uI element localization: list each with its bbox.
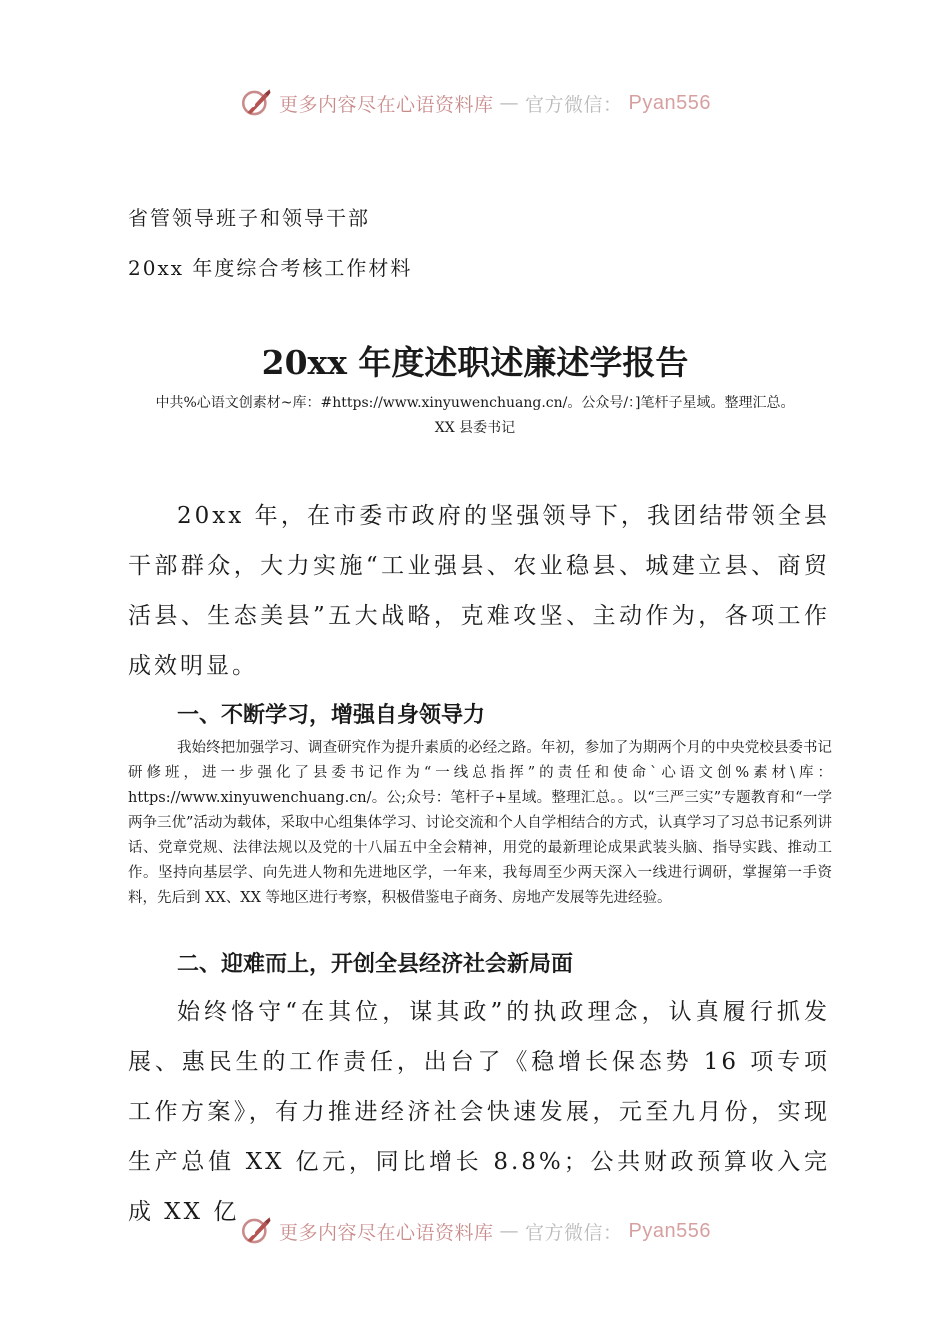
watermark-top (0, 83, 950, 123)
header-line-1: 省管领导班子和领导干部 (128, 206, 370, 230)
pen-logo-icon (239, 86, 273, 120)
section-2-body: 始终恪守“在其位，谋其政”的执政理念，认真履行抓发展、惠民生的工作责任，出台了《稳增长保态势 16 项专项工作方案》，有力推进经济社会快速发展，元至九月份，实现生产总值 XX 亿元，同比增长 8.8%；公共财政预算收入完成 XX 亿 (128, 999, 830, 1225)
author-line: XX 县委书记 (434, 420, 516, 436)
section-2-heading: 二、迎难而上，开创全县经济社会新局面 (177, 952, 574, 977)
watermark-main-text: 更多内容尽在心语资料库 (279, 1221, 494, 1244)
section-1-heading: 一、不断学习，增强自身领导力 (177, 703, 486, 728)
section-1-body: 我始终把加强学习、调查研究作为提升素质的必经之路。年初，参加了为期两个月的中央党校县委书记研修班，进一步强化了县委书记作为“一线总指挥”的责任和使命`心语文创%素材\库：https://www.xinyuwenchuang.cn/。公;众号：笔杆子+星域。整理汇总。。以“三严三实”专题教育和“一学两争三优”活动为载体，采取中心组集体学习、讨论交流和个人自学相结合的方式，认真学习了习总书记系列讲话、党章党规、法律法规以及党的十八届五中全会精神，用党的最新理论成果武装头脑、指导实践、推动工作。坚持向基层学、向先进人物和先进地区学，一年来，我每周至少两天深入一线进行调研，掌握第一手资料，先后到 XX、XX 等地区进行考察，积极借鉴电子商务、房地产发展等先进经验。 (128, 740, 832, 906)
pen-logo-icon (239, 1214, 273, 1248)
source-line: 中共%心语文创素材~库：#https://www.xinyuwenchuang.cn/。公众号/：]笔杆子星域。整理汇总。 (155, 395, 795, 411)
watermark-contact-label: 官方微信： (525, 93, 623, 116)
document-title: 20xx 年度述职述廉述学报告 (261, 343, 689, 382)
watermark-separator: — (499, 1220, 520, 1242)
intro-paragraph: 20xx 年，在市委市政府的坚强领导下，我团结带领全县干部群众，大力实施“工业强县、农业稳县、城建立县、商贸活县、生态美县”五大战略，克难攻坚、主动作为，各项工作成效明显。 (128, 503, 830, 679)
watermark-contact-label: 官方微信： (525, 1221, 623, 1244)
watermark-separator: — (499, 92, 520, 114)
watermark-main-text: 更多内容尽在心语资料库 (279, 93, 494, 116)
header-line-2: 20xx 年度综合考核工作材料 (128, 256, 413, 280)
watermark-bottom (0, 1211, 950, 1251)
watermark-wechat-id: Pyan556 (628, 91, 711, 114)
watermark-wechat-id: Pyan556 (628, 1219, 711, 1242)
